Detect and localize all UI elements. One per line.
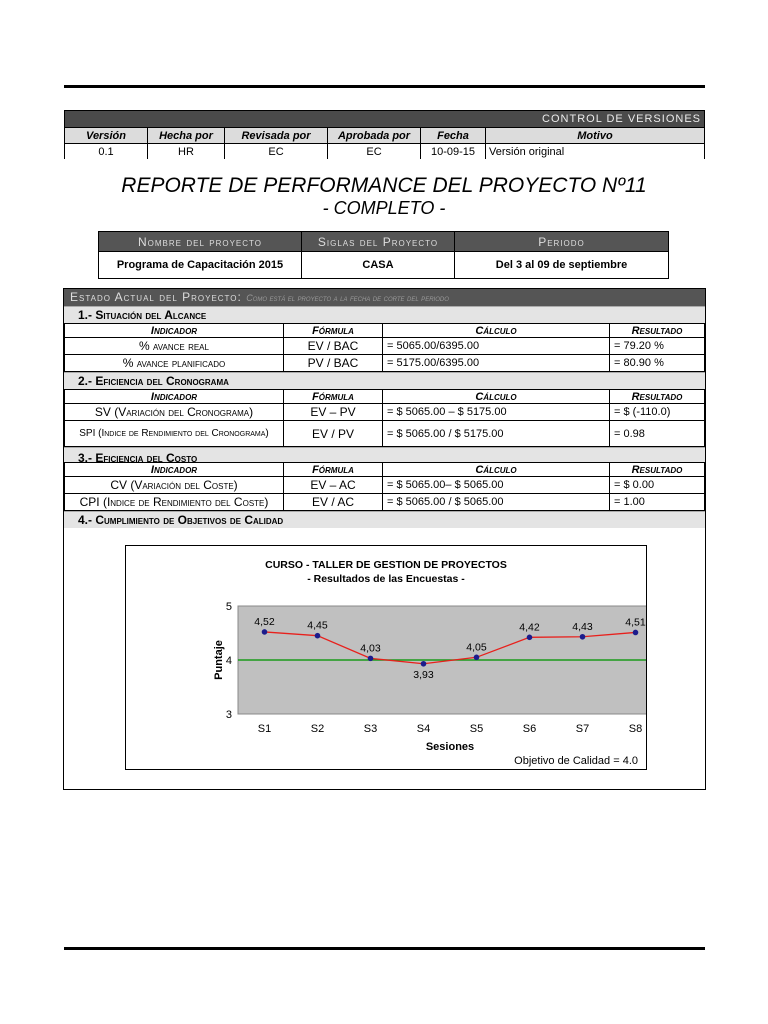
x-tick-label: S1 [257, 723, 272, 735]
calc-cell: = $ 5065.00 / $ 5065.00 [383, 494, 610, 511]
x-tick-label: S4 [416, 723, 431, 735]
top-rule [64, 85, 705, 88]
reviewed-by-header: Revisada por [225, 128, 328, 144]
data-label: 4,52 [254, 615, 275, 628]
x-axis-label: Sesiones [425, 741, 475, 753]
formula-cell: EV / BAC [284, 338, 383, 355]
indicator-cell: CV (Variación del Coste) [110, 478, 238, 492]
bottom-rule [64, 947, 705, 950]
indicator-cell: % avance planificado [122, 356, 226, 370]
indicator-cell: SV (Variación del Cronograma) [94, 405, 254, 419]
cost-table [64, 462, 705, 511]
quality-section-title: 4.- Cumplimiento de Objetivos de Calidad [64, 511, 705, 528]
version-control-table [64, 110, 705, 159]
date-value: 10-09-15 [421, 144, 486, 160]
data-point [474, 655, 480, 661]
version-header: Versión [65, 128, 148, 144]
y-tick-label: 5 [225, 601, 232, 613]
data-label: 4,03 [360, 642, 381, 655]
status-subtitle: Como está el proyecto a la fecha de corte del periodo [246, 293, 449, 303]
made-by-value: HR [148, 144, 225, 160]
calc-cell: = $ 5065.00 / $ 5175.00 [383, 421, 610, 447]
indicator-cell: % avance real [139, 339, 209, 353]
formula-cell: EV / AC [284, 494, 383, 511]
period-value: Del 3 al 09 de septiembre [455, 252, 669, 279]
reason-value: Versión original [486, 144, 705, 160]
project-acronym-header: Siglas del Proyecto [302, 232, 455, 252]
indicator-cell: CPI (Indice de Rendimiento del Coste) [79, 495, 269, 509]
data-label: 4,51 [625, 616, 646, 629]
report-subtitle: - COMPLETO - [322, 198, 446, 218]
table-row [65, 494, 705, 511]
project-acronym-value: CASA [302, 252, 455, 279]
version-value: 0.1 [65, 144, 148, 160]
calc-cell: = 5065.00/6395.00 [383, 338, 610, 355]
formula-cell: EV / PV [284, 421, 383, 447]
indicator-cell: SPI (Indice de Rendimiento del Cronograma) [79, 427, 269, 439]
x-tick-label: S7 [575, 723, 590, 735]
x-tick-label: S5 [469, 723, 484, 735]
date-header: Fecha [421, 128, 486, 144]
project-name-header: Nombre del proyecto [99, 232, 302, 252]
result-cell: = 79.20 % [610, 338, 705, 355]
calc-header: Cálculo [383, 324, 610, 338]
scope-section-title: 1.- Situación del Alcance [64, 306, 705, 323]
approved-by-value: EC [328, 144, 421, 160]
data-point [315, 633, 321, 639]
made-by-header: Hecha por [148, 128, 225, 144]
x-tick-label: S2 [310, 723, 325, 735]
result-cell: = 1.00 [610, 494, 705, 511]
data-point [262, 629, 268, 635]
result-header: Resultado [610, 390, 705, 404]
approved-by-header: Aprobada por [328, 128, 421, 144]
formula-cell: PV / BAC [284, 355, 383, 372]
report-title: REPORTE DE PERFORMANCE DEL PROYECTO Nº11 [121, 174, 647, 197]
calc-cell: = $ 5065.00 – $ 5175.00 [383, 404, 610, 421]
version-data-row [65, 144, 705, 160]
y-tick-label: 4 [225, 655, 232, 667]
data-point [633, 630, 639, 636]
target-label: Objetivo de Calidad = 4.0 [514, 755, 638, 767]
period-header: Periodo [455, 232, 669, 252]
indicator-header: Indicador [65, 324, 284, 338]
status-title: Estado Actual del Proyecto: [70, 290, 242, 304]
result-cell: = 0.98 [610, 421, 705, 447]
calc-cell: = 5175.00/6395.00 [383, 355, 610, 372]
data-label: 4,42 [519, 621, 540, 634]
table-row [65, 477, 705, 494]
y-tick-label: 3 [225, 709, 232, 721]
project-info-table [98, 231, 669, 279]
data-label: 4,43 [572, 620, 593, 633]
chart-subtitle: - Resultados de las Encuestas - [307, 573, 465, 585]
x-tick-label: S8 [628, 723, 643, 735]
x-tick-label: S6 [522, 723, 537, 735]
data-point [580, 634, 586, 640]
formula-cell: EV – PV [284, 404, 383, 421]
status-header [64, 289, 705, 306]
survey-chart [125, 545, 647, 770]
result-header: Resultado [610, 324, 705, 338]
result-cell: = $ 0.00 [610, 477, 705, 494]
data-label: 3,93 [413, 668, 434, 681]
x-tick-label: S3 [363, 723, 378, 735]
table-row [65, 404, 705, 421]
indicator-header: Indicador [65, 463, 284, 477]
indicator-header: Indicador [65, 390, 284, 404]
data-point [368, 656, 374, 662]
y-axis-label: Puntaje [213, 640, 225, 680]
schedule-table [64, 389, 705, 447]
data-point [421, 661, 427, 667]
formula-header: Fórmula [284, 324, 383, 338]
result-cell: = 80.90 % [610, 355, 705, 372]
formula-header: Fórmula [284, 463, 383, 477]
data-label: 4,05 [466, 641, 487, 654]
data-point [527, 635, 533, 641]
formula-cell: EV – AC [284, 477, 383, 494]
project-status-section [63, 288, 706, 790]
scope-table [64, 323, 705, 372]
chart-title: CURSO - TALLER DE GESTION DE PROYECTOS [265, 559, 507, 571]
result-cell: = $ (-110.0) [610, 404, 705, 421]
project-name-value: Programa de Capacitación 2015 [99, 252, 302, 279]
version-header-row [65, 128, 705, 144]
table-row [65, 338, 705, 355]
formula-header: Fórmula [284, 390, 383, 404]
schedule-section-title: 2.- Eficiencia del Cronograma [64, 372, 705, 389]
calc-cell: = $ 5065.00– $ 5065.00 [383, 477, 610, 494]
version-control-title: CONTROL DE VERSIONES [65, 111, 705, 128]
reason-header: Motivo [486, 128, 705, 144]
reviewed-by-value: EC [225, 144, 328, 160]
chart-svg [126, 546, 646, 769]
calc-header: Cálculo [383, 390, 610, 404]
data-label: 4,45 [307, 619, 328, 632]
table-row [65, 355, 705, 372]
result-header: Resultado [610, 463, 705, 477]
calc-header: Cálculo [383, 463, 610, 477]
table-row [65, 421, 705, 447]
